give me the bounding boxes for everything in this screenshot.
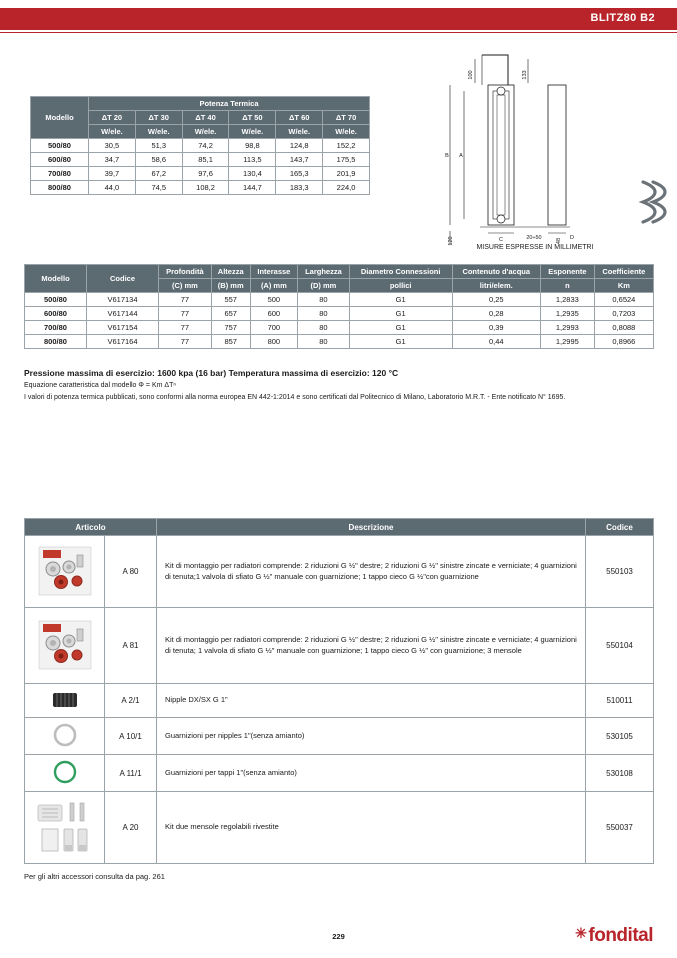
tech-value: 80 bbox=[298, 335, 350, 349]
thermal-model: 600/80 bbox=[31, 153, 89, 167]
thermal-value: 124,8 bbox=[276, 139, 323, 153]
fittings-kit-icon bbox=[37, 543, 93, 599]
tech-col-header: Esponente bbox=[540, 265, 594, 279]
tech-unit-header: (B) mm bbox=[211, 279, 250, 293]
header-bar bbox=[0, 8, 677, 30]
acc-col-header-description: Descrizione bbox=[157, 519, 586, 536]
accessory-description: Guarnizioni per tappi 1"(senza amianto) bbox=[157, 755, 586, 792]
thermal-unit-header: W/ele. bbox=[323, 125, 370, 139]
star-icon: ✳ bbox=[575, 925, 587, 941]
dim-120: 120 bbox=[448, 236, 454, 246]
accessory-description: Kit due mensole regolabili rivestite bbox=[157, 792, 586, 864]
tech-value: 0,8088 bbox=[594, 321, 653, 335]
table-row bbox=[25, 684, 654, 718]
accessory-article: A 80 bbox=[105, 536, 157, 608]
table-row bbox=[25, 321, 654, 335]
brand-name: fondital bbox=[588, 925, 653, 946]
accessory-description: Kit di montaggio per radiatori comprende: 2 riduzioni G ½" destre; 2 riduzioni G ½" sinistre zincate e verniciate; 4 guarnizioni di tenuta; 1 valvola di sfiato G ½" manuale con guarnizione; 1 tappo cieco G ½" con guarnizione; 3 mensole bbox=[157, 608, 586, 684]
thermal-value: 97,6 bbox=[182, 167, 229, 181]
accessory-image bbox=[25, 536, 105, 608]
thermal-col-header: ΔT 30 bbox=[135, 111, 182, 125]
thermal-value: 183,3 bbox=[276, 181, 323, 195]
tech-model: 700/80 bbox=[25, 321, 87, 335]
thermal-value: 74,5 bbox=[135, 181, 182, 195]
thermal-power-table bbox=[30, 96, 370, 195]
accessory-code: 550103 bbox=[586, 536, 654, 608]
tech-value: 77 bbox=[159, 307, 212, 321]
table-row bbox=[31, 167, 370, 181]
accessory-description: Guarnizioni per nipples 1"(senza amianto) bbox=[157, 718, 586, 755]
acc-col-header-article: Articolo bbox=[25, 519, 157, 536]
dim-A: A bbox=[459, 153, 463, 159]
accessory-article: A 81 bbox=[105, 608, 157, 684]
thermal-value: 34,7 bbox=[89, 153, 136, 167]
tech-col-header: Modello bbox=[25, 265, 87, 293]
thermal-value: 67,2 bbox=[135, 167, 182, 181]
tech-code: V617164 bbox=[87, 335, 159, 349]
tech-value: 0,44 bbox=[452, 335, 540, 349]
table-row bbox=[25, 335, 654, 349]
tech-value: 80 bbox=[298, 293, 350, 307]
table-row bbox=[31, 181, 370, 195]
tech-value: 1,2995 bbox=[540, 335, 594, 349]
tech-value: G1 bbox=[349, 335, 452, 349]
accessory-image bbox=[25, 684, 105, 718]
table-row bbox=[25, 536, 654, 608]
tech-col-header: Interasse bbox=[250, 265, 297, 279]
thermal-model: 700/80 bbox=[31, 167, 89, 181]
tech-unit-header: litri/elem. bbox=[452, 279, 540, 293]
thermal-value: 39,7 bbox=[89, 167, 136, 181]
tech-value: 757 bbox=[211, 321, 250, 335]
thermal-value: 144,7 bbox=[229, 181, 276, 195]
thermal-value: 113,5 bbox=[229, 153, 276, 167]
thermal-col-header: ΔT 60 bbox=[276, 111, 323, 125]
accessory-article: A 11/1 bbox=[105, 755, 157, 792]
tech-value: 80 bbox=[298, 307, 350, 321]
thermal-model: 500/80 bbox=[31, 139, 89, 153]
table-row bbox=[25, 755, 654, 792]
tech-value: 0,6524 bbox=[594, 293, 653, 307]
table-row bbox=[31, 153, 370, 167]
tech-value: G1 bbox=[349, 293, 452, 307]
thermal-value: 175,5 bbox=[323, 153, 370, 167]
thermal-value: 58,6 bbox=[135, 153, 182, 167]
thermal-value: 152,2 bbox=[323, 139, 370, 153]
accessory-article: A 20 bbox=[105, 792, 157, 864]
accessory-image bbox=[25, 718, 105, 755]
brand-logo bbox=[575, 925, 653, 947]
thermal-col-header: ΔT 40 bbox=[182, 111, 229, 125]
thermal-value: 85,1 bbox=[182, 153, 229, 167]
thermal-unit-header: W/ele. bbox=[135, 125, 182, 139]
bracket-kit-icon bbox=[34, 799, 96, 855]
tech-model: 800/80 bbox=[25, 335, 87, 349]
accessory-description: Nipple DX/SX G 1" bbox=[157, 684, 586, 718]
acc-col-header-code: Codice bbox=[586, 519, 654, 536]
tech-unit-header: Km bbox=[594, 279, 653, 293]
tech-unit-header: (A) mm bbox=[250, 279, 297, 293]
thermal-group-header: Potenza Termica bbox=[89, 97, 370, 111]
thermal-unit-header: W/ele. bbox=[229, 125, 276, 139]
dim-C: C bbox=[499, 237, 503, 243]
tech-unit-header: pollici bbox=[349, 279, 452, 293]
dim-B: B bbox=[445, 153, 449, 159]
thermal-value: 165,3 bbox=[276, 167, 323, 181]
thermal-col-header: ΔT 20 bbox=[89, 111, 136, 125]
tech-col-header: Larghezza bbox=[298, 265, 350, 279]
tech-value: 800 bbox=[250, 335, 297, 349]
thermal-unit-header: W/ele. bbox=[89, 125, 136, 139]
tech-value: 600 bbox=[250, 307, 297, 321]
accessory-image bbox=[25, 608, 105, 684]
tech-value: 657 bbox=[211, 307, 250, 321]
tech-unit-header: (C) mm bbox=[159, 279, 212, 293]
thermal-col-header: ΔT 50 bbox=[229, 111, 276, 125]
accessory-article: A 10/1 bbox=[105, 718, 157, 755]
tech-value: 0,25 bbox=[452, 293, 540, 307]
thermal-value: 44,0 bbox=[89, 181, 136, 195]
tech-value: 77 bbox=[159, 293, 212, 307]
tech-col-header: Codice bbox=[87, 265, 159, 293]
accessories-table bbox=[24, 518, 654, 864]
tech-model: 600/80 bbox=[25, 307, 87, 321]
tech-code: V617134 bbox=[87, 293, 159, 307]
accessory-code: 510011 bbox=[586, 684, 654, 718]
thermal-unit-header: W/ele. bbox=[182, 125, 229, 139]
technical-specs-table bbox=[24, 264, 654, 349]
radiator-dimension-drawing bbox=[420, 45, 650, 255]
accessory-image bbox=[25, 755, 105, 792]
tech-value: G1 bbox=[349, 321, 452, 335]
thermal-unit-header: W/ele. bbox=[276, 125, 323, 139]
tech-value: 77 bbox=[159, 335, 212, 349]
thermal-value: 30,5 bbox=[89, 139, 136, 153]
fittings-kit-icon bbox=[37, 617, 93, 673]
tech-value: 0,8966 bbox=[594, 335, 653, 349]
green-gasket-icon bbox=[50, 759, 80, 785]
header-divider bbox=[0, 32, 677, 33]
tech-value: 1,2993 bbox=[540, 321, 594, 335]
thermal-model-header: Modello bbox=[31, 97, 89, 139]
dim-100: 100 bbox=[468, 70, 474, 80]
certification-note: I valori di potenza termica pubblicati, sono conformi alla norma europea EN 442-1:2014 e sono certificati dal Politecnico di Milano, Laboratorio M.R.T. - Ente notificato N° 1695. bbox=[24, 394, 566, 401]
thermal-value: 51,3 bbox=[135, 139, 182, 153]
accessory-code: 550037 bbox=[586, 792, 654, 864]
tech-col-header: Altezza bbox=[211, 265, 250, 279]
tech-value: 80 bbox=[298, 321, 350, 335]
tech-value: 1,2935 bbox=[540, 307, 594, 321]
tech-value: 77 bbox=[159, 321, 212, 335]
accessory-article: A 2/1 bbox=[105, 684, 157, 718]
tech-value: 557 bbox=[211, 293, 250, 307]
dim-133: 133 bbox=[522, 70, 528, 80]
table-row bbox=[25, 718, 654, 755]
table-row bbox=[31, 139, 370, 153]
tech-unit-header: (D) mm bbox=[298, 279, 350, 293]
tech-value: 500 bbox=[250, 293, 297, 307]
tech-value: 0,39 bbox=[452, 321, 540, 335]
table-row bbox=[25, 608, 654, 684]
table-row bbox=[25, 792, 654, 864]
tech-value: G1 bbox=[349, 307, 452, 321]
accessory-image bbox=[25, 792, 105, 864]
page-title: BLITZ80 B2 bbox=[590, 12, 655, 24]
page-number: 229 bbox=[332, 932, 345, 941]
tech-value: 700 bbox=[250, 321, 297, 335]
thermal-value: 224,0 bbox=[323, 181, 370, 195]
accessory-code: 550104 bbox=[586, 608, 654, 684]
tech-value: 0,7203 bbox=[594, 307, 653, 321]
flame-logo-icon bbox=[635, 178, 671, 224]
tech-code: V617154 bbox=[87, 321, 159, 335]
dim-48: 48 bbox=[556, 237, 562, 245]
gasket-ring-icon bbox=[50, 722, 80, 748]
dim-D: D bbox=[570, 235, 574, 241]
accessory-description: Kit di montaggio per radiatori comprende: 2 riduzioni G ½" destre; 2 riduzioni G ½" sinistre zincate e verniciate; 4 guarnizioni di tenuta;1 valvola di sfiato G ½" manuale con guarnizione; 1 tappo cieco G ½"con guarnizione bbox=[157, 536, 586, 608]
thermal-value: 98,8 bbox=[229, 139, 276, 153]
tech-col-header: Diametro Connessioni bbox=[349, 265, 452, 279]
thermal-value: 143,7 bbox=[276, 153, 323, 167]
tech-code: V617144 bbox=[87, 307, 159, 321]
tech-unit-header: n bbox=[540, 279, 594, 293]
accessory-code: 530108 bbox=[586, 755, 654, 792]
nipple-icon bbox=[48, 689, 82, 711]
tech-value: 1,2833 bbox=[540, 293, 594, 307]
thermal-value: 130,4 bbox=[229, 167, 276, 181]
tech-col-header: Profondità bbox=[159, 265, 212, 279]
thermal-value: 108,2 bbox=[182, 181, 229, 195]
accessories-footer-note: Per gli altri accessori consulta da pag. 261 bbox=[24, 872, 165, 881]
thermal-model: 800/80 bbox=[31, 181, 89, 195]
dim-20-50: 20÷50 bbox=[526, 235, 542, 241]
thermal-value: 201,9 bbox=[323, 167, 370, 181]
pressure-temperature-note: Pressione massima di esercizio: 1600 kpa (16 bar) Temperatura massima di esercizio: 120 °C bbox=[24, 368, 399, 378]
drawing-caption: MISURE ESPRESSE IN MILLIMETRI bbox=[476, 244, 594, 251]
tech-col-header: Coefficiente bbox=[594, 265, 653, 279]
tech-value: 0,28 bbox=[452, 307, 540, 321]
tech-col-header: Contenuto d'acqua bbox=[452, 265, 540, 279]
table-row bbox=[25, 307, 654, 321]
thermal-col-header: ΔT 70 bbox=[323, 111, 370, 125]
tech-value: 857 bbox=[211, 335, 250, 349]
table-row bbox=[25, 293, 654, 307]
thermal-value: 74,2 bbox=[182, 139, 229, 153]
accessory-code: 530105 bbox=[586, 718, 654, 755]
tech-model: 500/80 bbox=[25, 293, 87, 307]
equation-note: Equazione caratteristica dal modello Φ = Km ΔTⁿ bbox=[24, 382, 176, 389]
